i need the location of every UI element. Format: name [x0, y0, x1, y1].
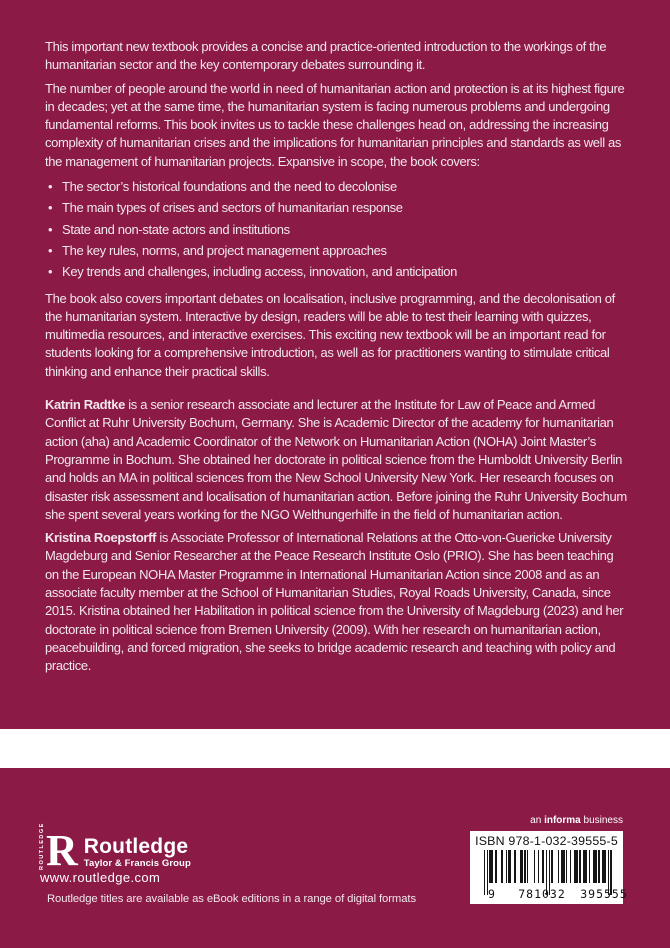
informa-brand: informa	[544, 815, 581, 826]
barcode-digit-group-1: 9	[488, 887, 495, 901]
ebook-availability-note: Routledge titles are available as eBook editions in a range of digital formats	[47, 893, 416, 905]
bullet-item: • State and non-state actors and institutions	[45, 221, 629, 239]
isbn-barcode	[470, 831, 628, 904]
informa-prefix: an	[530, 815, 545, 826]
author-bio-text-radtke: is a senior research associate and lecturer at the Institute for Law of Peace and Armed Conflict at Ruhr University Bochum, Germany. She is Academic Director of the academy for humanitarian action (aha) and Academic Coordinator of the Network on Humanitarian Action (NOHA) Joint Master’s Programme in Bochum. She obtained her doctorate in political science from the Humboldt University Berlin and holds an MA in political sciences from the New School University New York. Her research focuses on disaster risk assessment and localisation of humanitarian action. Before joining the Ruhr University Bochum she spent several years working for the NGO Welthungerhilfe in the field of humanitarian action.	[45, 397, 627, 522]
bullet-item: • Key trends and challenges, including access, innovation, and anticipation	[45, 263, 629, 281]
barcode-bars	[484, 850, 628, 902]
author-name-radtke: Katrin Radtke	[45, 397, 125, 413]
author-bio-radtke	[45, 396, 629, 524]
informa-business-label	[530, 815, 623, 826]
back-cover-text	[45, 38, 629, 681]
divider-band	[0, 729, 670, 768]
bullet-item: • The sector’s historical foundations and the need to decolonise	[45, 178, 629, 196]
bullet-item: • The main types of crises and sectors of humanitarian response	[45, 199, 629, 217]
coverage-bullet-list	[45, 178, 629, 281]
routledge-logo	[39, 822, 191, 875]
routledge-vertical-text: ROUTLEDGE	[39, 822, 45, 870]
publisher-tagline: Taylor & Francis Group	[83, 858, 191, 869]
author-bio-roepstorff	[45, 529, 629, 675]
author-name-roepstorff: Kristina Roepstorff	[45, 530, 157, 546]
publisher-wordmark	[84, 832, 191, 869]
publisher-website: www.routledge.com	[40, 870, 161, 885]
barcode-digit-group-3: 395555	[580, 887, 628, 901]
blurb-paragraph-2: The number of people around the world in need of humanitarian action and protection is at its highest figure in decades; yet at the same time, the humanitarian system is facing numerous problems and undergoing fundamental reforms. This book invites us to tackle these challenges head on, addressing the increasing complexity of humanitarian crises and the implications for humanitarian principles and standards as well as the management of humanitarian projects. Expansive in scope, the book covers:	[45, 80, 625, 169]
author-bio-text-roepstorff: is Associate Professor of International Relations at the Otto-von-Guericke University Magdeburg and Senior Researcher at the Peace Research Institute Oslo (PRIO). She has been teaching on the European NOHA Master Programme in International Humanitarian Action since 2008 and as an associate faculty member at the School of Humanitarian Studies, Royal Roads University, Canada, since 2015. Kristina obtained her Habilitation in political science from the University of Magdeburg (2023) and her doctorate in political science from Bremen University (2009). With her research on humanitarian action, peacebuilding, and forced migration, she seeks to bridge academic research and teaching with policy and practice.	[45, 530, 624, 674]
routledge-r-icon: R	[46, 826, 78, 875]
blurb-paragraph-1: This important new textbook provides a concise and practice-oriented introduction to the workings of the humanitarian sector and the key contemporary debates surrounding it.	[45, 39, 607, 73]
informa-suffix: business	[580, 815, 623, 826]
publisher-name: Routledge	[83, 835, 189, 858]
blurb-paragraph-3: The book also covers important debates on localisation, inclusive programming, and the decolonisation of the humanitarian system. Interactive by design, readers will be able to test their learning with quizzes, multimedia resources, and interactive exercises. This exciting new textbook will be an important read for students looking for a comprehensive introduction, as well as for practitioners wanting to stimulate critical thinking and enhance their practical skills.	[45, 290, 615, 379]
bullet-item: • The key rules, norms, and project management approaches	[45, 242, 629, 260]
barcode-digit-group-2: 781032	[518, 887, 566, 901]
isbn-label: ISBN 978-1-032-39555-5	[475, 834, 618, 848]
